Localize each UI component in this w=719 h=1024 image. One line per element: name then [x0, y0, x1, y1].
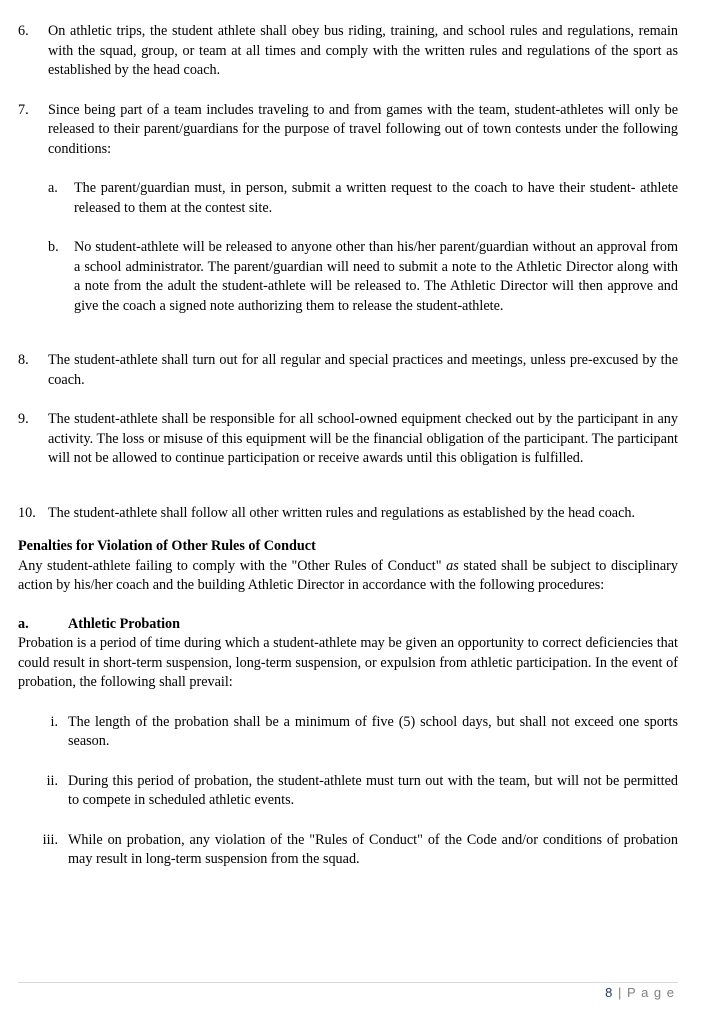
item-text: On athletic trips, the student athlete shall obey bus riding, training, and school rules and regulations, remain with the squad, group, or team at all times and comply with the written rules and regulations of the sport as established by the head coach.: [48, 23, 678, 78]
sub-item-text: No student-athlete will be released to anyone other than his/her parent/guardian without an approval from a school administrator. The parent/guardian will need to submit a note to the Athletic Director along with a note from the adult the student-athlete will be released to. The Athletic Director will then approve and give the coach a signed note authorizing them to release the student-athlete.: [74, 239, 678, 314]
item-text: Since being part of a team includes traveling to and from games with the team, student-athletes will only be released to their parent/guardians for the purpose of travel following out of town contests under the following conditions:: [48, 101, 678, 157]
page-number: 8: [605, 985, 614, 1000]
item-number: 9.: [18, 411, 29, 427]
probation-heading: [18, 615, 678, 635]
item-text: The student-athlete shall be responsible for all school-owned equipment checked out by the participant in any activity. The loss or misuse of this equipment will be the financial obligation of the participant. The participant will not be allowed to continue participation or receive awards until this obligation is fulfilled.: [48, 411, 678, 466]
page-footer: [605, 985, 675, 1000]
sub-item-letter: a.: [48, 180, 58, 196]
rule-item-7a: [18, 179, 678, 218]
probation-description: Probation is a period of time during which a student-athlete may be given an opportunity to correct deficiencies that could result in short-term suspension, long-term suspension, or expulsion from athletic participation. In the event of probation, the following shall prevail:: [18, 635, 678, 690]
item-number: 8.: [18, 352, 29, 368]
rule-item-10: [18, 504, 678, 524]
penalties-intro-start: Any student-athlete failing to comply with the "Other Rules of Conduct": [18, 557, 447, 574]
penalties-intro-end: stated shall be subject to disciplinary action by his/her coach and the building Athletic Director in accordance with the following procedures:: [18, 557, 678, 593]
rule-item-9: [18, 410, 678, 469]
roman-numeral: ii.: [46, 772, 58, 789]
item-number: 7.: [18, 101, 29, 118]
document-page: [18, 22, 678, 870]
footer-separator: |: [618, 985, 623, 1000]
penalties-intro: [18, 557, 678, 596]
roman-numeral: i.: [50, 713, 58, 730]
probation-title: Athletic Probation: [68, 615, 181, 632]
roman-item-text: The length of the probation shall be a minimum of five (5) school days, but shall not exceed one sports season.: [68, 713, 678, 749]
probation-item-i: [18, 713, 678, 752]
footer-divider: [18, 982, 678, 983]
penalties-heading: Penalties for Violation of Other Rules of Conduct: [18, 538, 316, 554]
page-label: P a g e: [627, 985, 675, 1000]
item-text: The student-athlete shall follow all other written rules and regulations as established by the head coach.: [48, 504, 636, 521]
roman-numeral: iii.: [42, 831, 58, 848]
probation-item-iii: [18, 831, 678, 870]
roman-item-text: During this period of probation, the student-athlete must turn out with the team, but will not be permitted to compete in scheduled athletic events.: [68, 772, 678, 808]
sub-item-text: The parent/guardian must, in person, submit a written request to the coach to have their student- athlete released to them at the contest site.: [74, 180, 678, 216]
probation-item-ii: [18, 772, 678, 811]
rule-item-6: [18, 22, 678, 81]
item-number: 10.: [18, 504, 36, 521]
item-number: 6.: [18, 23, 29, 39]
rule-item-7b: [18, 238, 678, 316]
rule-item-7: [18, 101, 678, 160]
item-text: The student-athlete shall turn out for all regular and special practices and meetings, unless pre-excused by the coach.: [48, 352, 678, 388]
rule-item-8: [18, 351, 678, 390]
penalties-intro-italic: as: [446, 557, 459, 574]
roman-item-text: While on probation, any violation of the "Rules of Conduct" of the Code and/or conditions of probation may result in long-term suspension from the squad.: [68, 831, 678, 867]
probation-letter: a.: [18, 615, 29, 632]
sub-item-letter: b.: [48, 239, 59, 255]
